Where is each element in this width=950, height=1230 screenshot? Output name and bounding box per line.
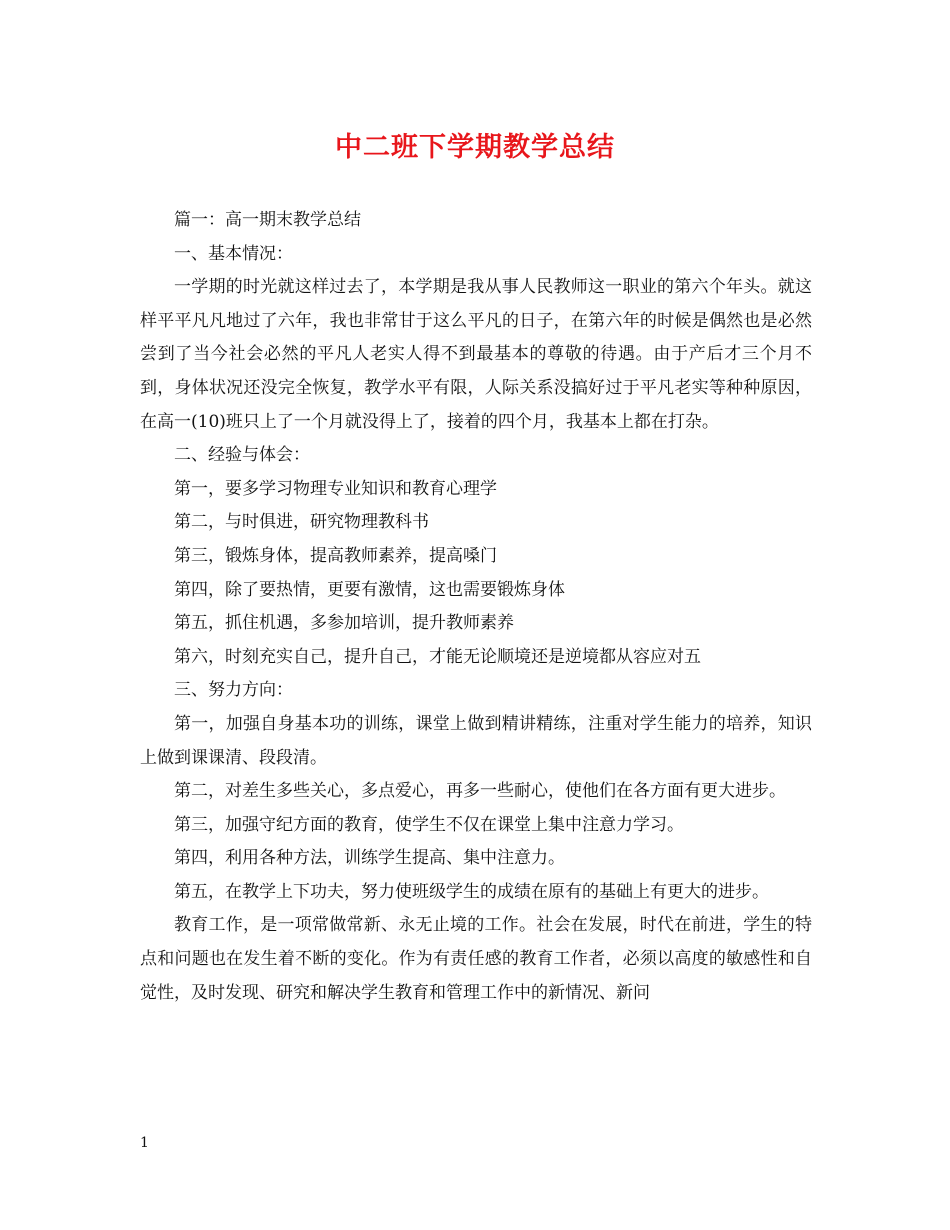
paragraph-direction-1: 第一，加强自身基本功的训练，课堂上做到精讲精练，注重对学生能力的培养，知识上做到课课清、段段清。 — [140, 713, 812, 768]
document-title: 中二班下学期教学总结 — [335, 132, 615, 163]
paragraph-experience-3: 第三，锻炼身体，提高教师素养，提高嗓门 — [174, 545, 497, 566]
paragraph-heading-direction: 三、努力方向： — [174, 680, 293, 701]
document-body — [140, 204, 812, 1010]
paragraph-experience-1: 第一，要多学习物理专业知识和教育心理学 — [174, 478, 497, 499]
paragraph-direction-2: 第二，对差生多些关心，多点爱心，再多一些耐心，使他们在各方面有更大进步。 — [174, 781, 786, 802]
paragraph-heading-basic-situation: 一、基本情况： — [174, 243, 293, 264]
paragraph-experience-4: 第四，除了要热情，更要有激情，这也需要锻炼身体 — [174, 579, 565, 600]
paragraph-heading-experience: 二、经验与体会： — [174, 445, 310, 466]
paragraph-direction-5: 第五，在教学上下功夫，努力使班级学生的成绩在原有的基础上有更大的进步。 — [174, 881, 769, 902]
paragraph-education-work: 教育工作，是一项常做常新、永无止境的工作。社会在发展，时代在前进，学生的特点和问题也在发生着不断的变化。作为有责任感的教育工作者，必须以高度的敏感性和自觉性，及时发现、研究和解决学生教育和管理工作中的新情况、新问 — [140, 915, 812, 1003]
page-number: 1 — [140, 1135, 149, 1151]
paragraph-direction-3: 第三，加强守纪方面的教育，使学生不仅在课堂上集中注意力学习。 — [174, 814, 684, 835]
paragraph-section-heading: 篇一：高一期末教学总结 — [174, 210, 361, 230]
paragraph-direction-4: 第四，利用各种方法，训练学生提高、集中注意力。 — [174, 848, 565, 869]
paragraph-experience-5: 第五，抓住机遇，多参加培训，提升教师素养 — [174, 613, 514, 634]
paragraph-experience-2: 第二，与时俱进，研究物理教科书 — [174, 512, 429, 533]
paragraph-experience-6: 第六，时刻充实自己，提升自己，才能无论顺境还是逆境都从容应对五 — [174, 646, 701, 667]
paragraph-basic-situation: 一学期的时光就这样过去了，本学期是我从事人民教师这一职业的第六个年头。就这样平平凡凡地过了六年，我也非常甘于这么平凡的日子，在第六年的时候是偶然也是必然尝到了当今社会必然的平凡人老实人得不到最基本的尊敬的待遇。由于产后才三个月不到，身体状况还没完全恢复，教学水平有限，人际关系没搞好过于平凡老实等种种原因，在高一(10)班只上了一个月就没得上了，接着的四个月，我基本上都在打杂。 — [140, 277, 812, 432]
